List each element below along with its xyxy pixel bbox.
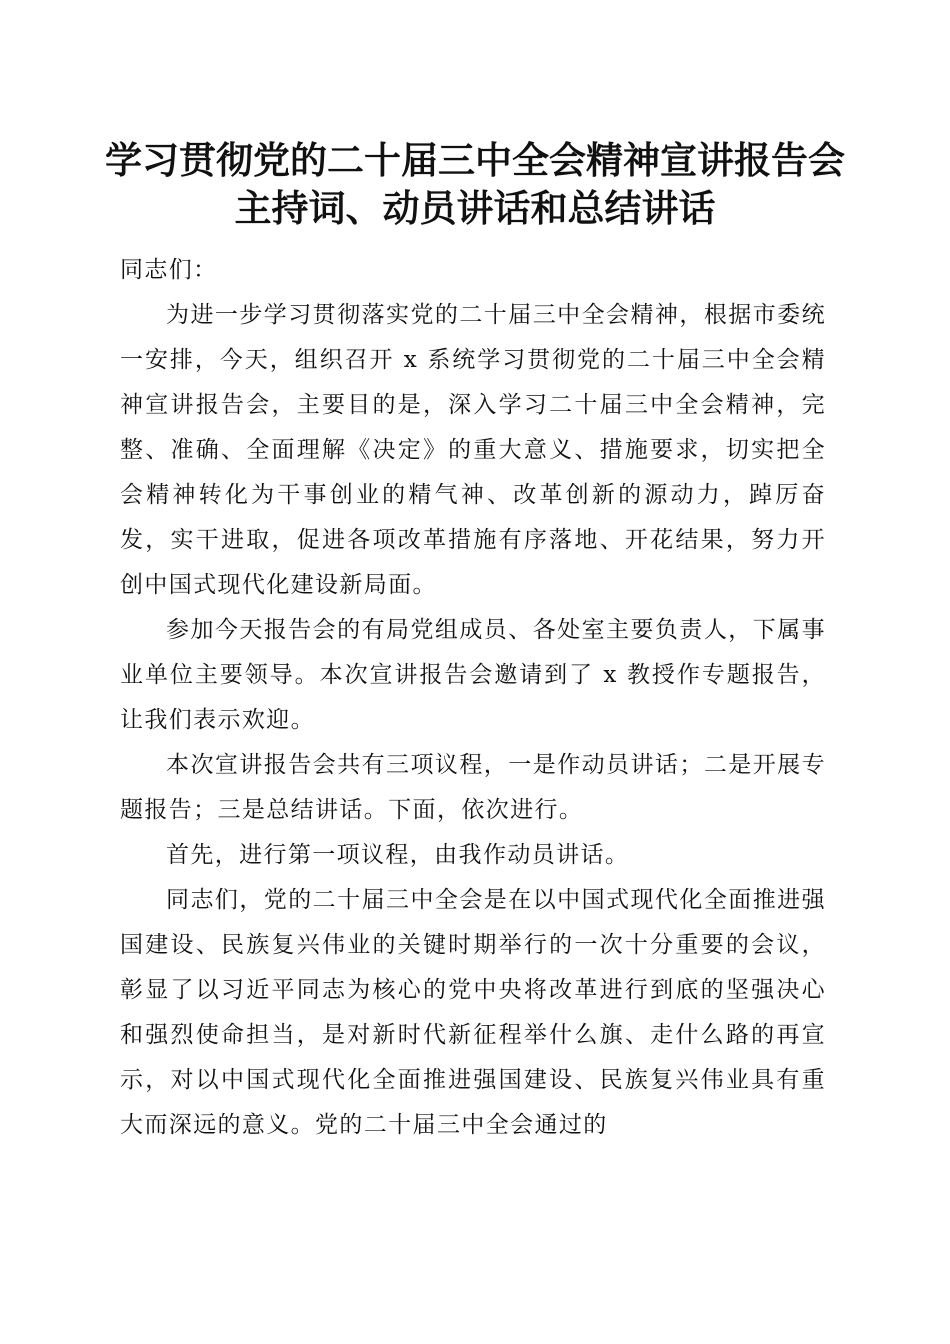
paragraph-2: 参加今天报告会的有局党组成员、各处室主要负责人，下属事业单位主要领导。本次宣讲报告会邀请到了 x 教授作专题报告，让我们表示欢迎。 xyxy=(120,617,826,733)
document-title-line-2: 主持词、动员讲话和总结讲话 xyxy=(234,186,716,230)
paragraph-4: 首先，进行第一项议程，由我作动员讲话。 xyxy=(166,842,630,868)
greeting: 同志们： xyxy=(120,257,218,283)
document-title-line-1: 学习贯彻党的二十届三中全会精神宣讲报告会 xyxy=(105,138,845,182)
paragraph-3: 本次宣讲报告会共有三项议程，一是作动员讲话；二是开展专题报告；三是总结讲话。下面，依次进行。 xyxy=(120,752,826,823)
paragraph-1: 为进一步学习贯彻落实党的二十届三中全会精神，根据市委统一安排，今天，组织召开 x 系统学习贯彻党的二十届三中全会精神宣讲报告会，主要目的是，深入学习二十届三中全会精神，完整、准确、全面理解《决定》的重大意义、措施要求，切实把全会精神转化为干事创业的精气神、改革创新的源动力，踔厉奋发，实干进取，促进各项改革措施有序落地、开花结果，努力开创中国式现代化建设新局面。 xyxy=(120,302,826,598)
paragraph-5: 同志们，党的二十届三中全会是在以中国式现代化全面推进强国建设、民族复兴伟业的关键时期举行的一次十分重要的会议，彰显了以习近平同志为核心的党中央将改革进行到底的坚强决心和强烈使命担当，是对新时代新征程举什么旗、走什么路的再宣示，对以中国式现代化全面推进强国建设、民族复兴伟业具有重大而深远的意义。党的二十届三中全会通过的 xyxy=(120,887,826,1138)
document-body xyxy=(120,248,826,1148)
